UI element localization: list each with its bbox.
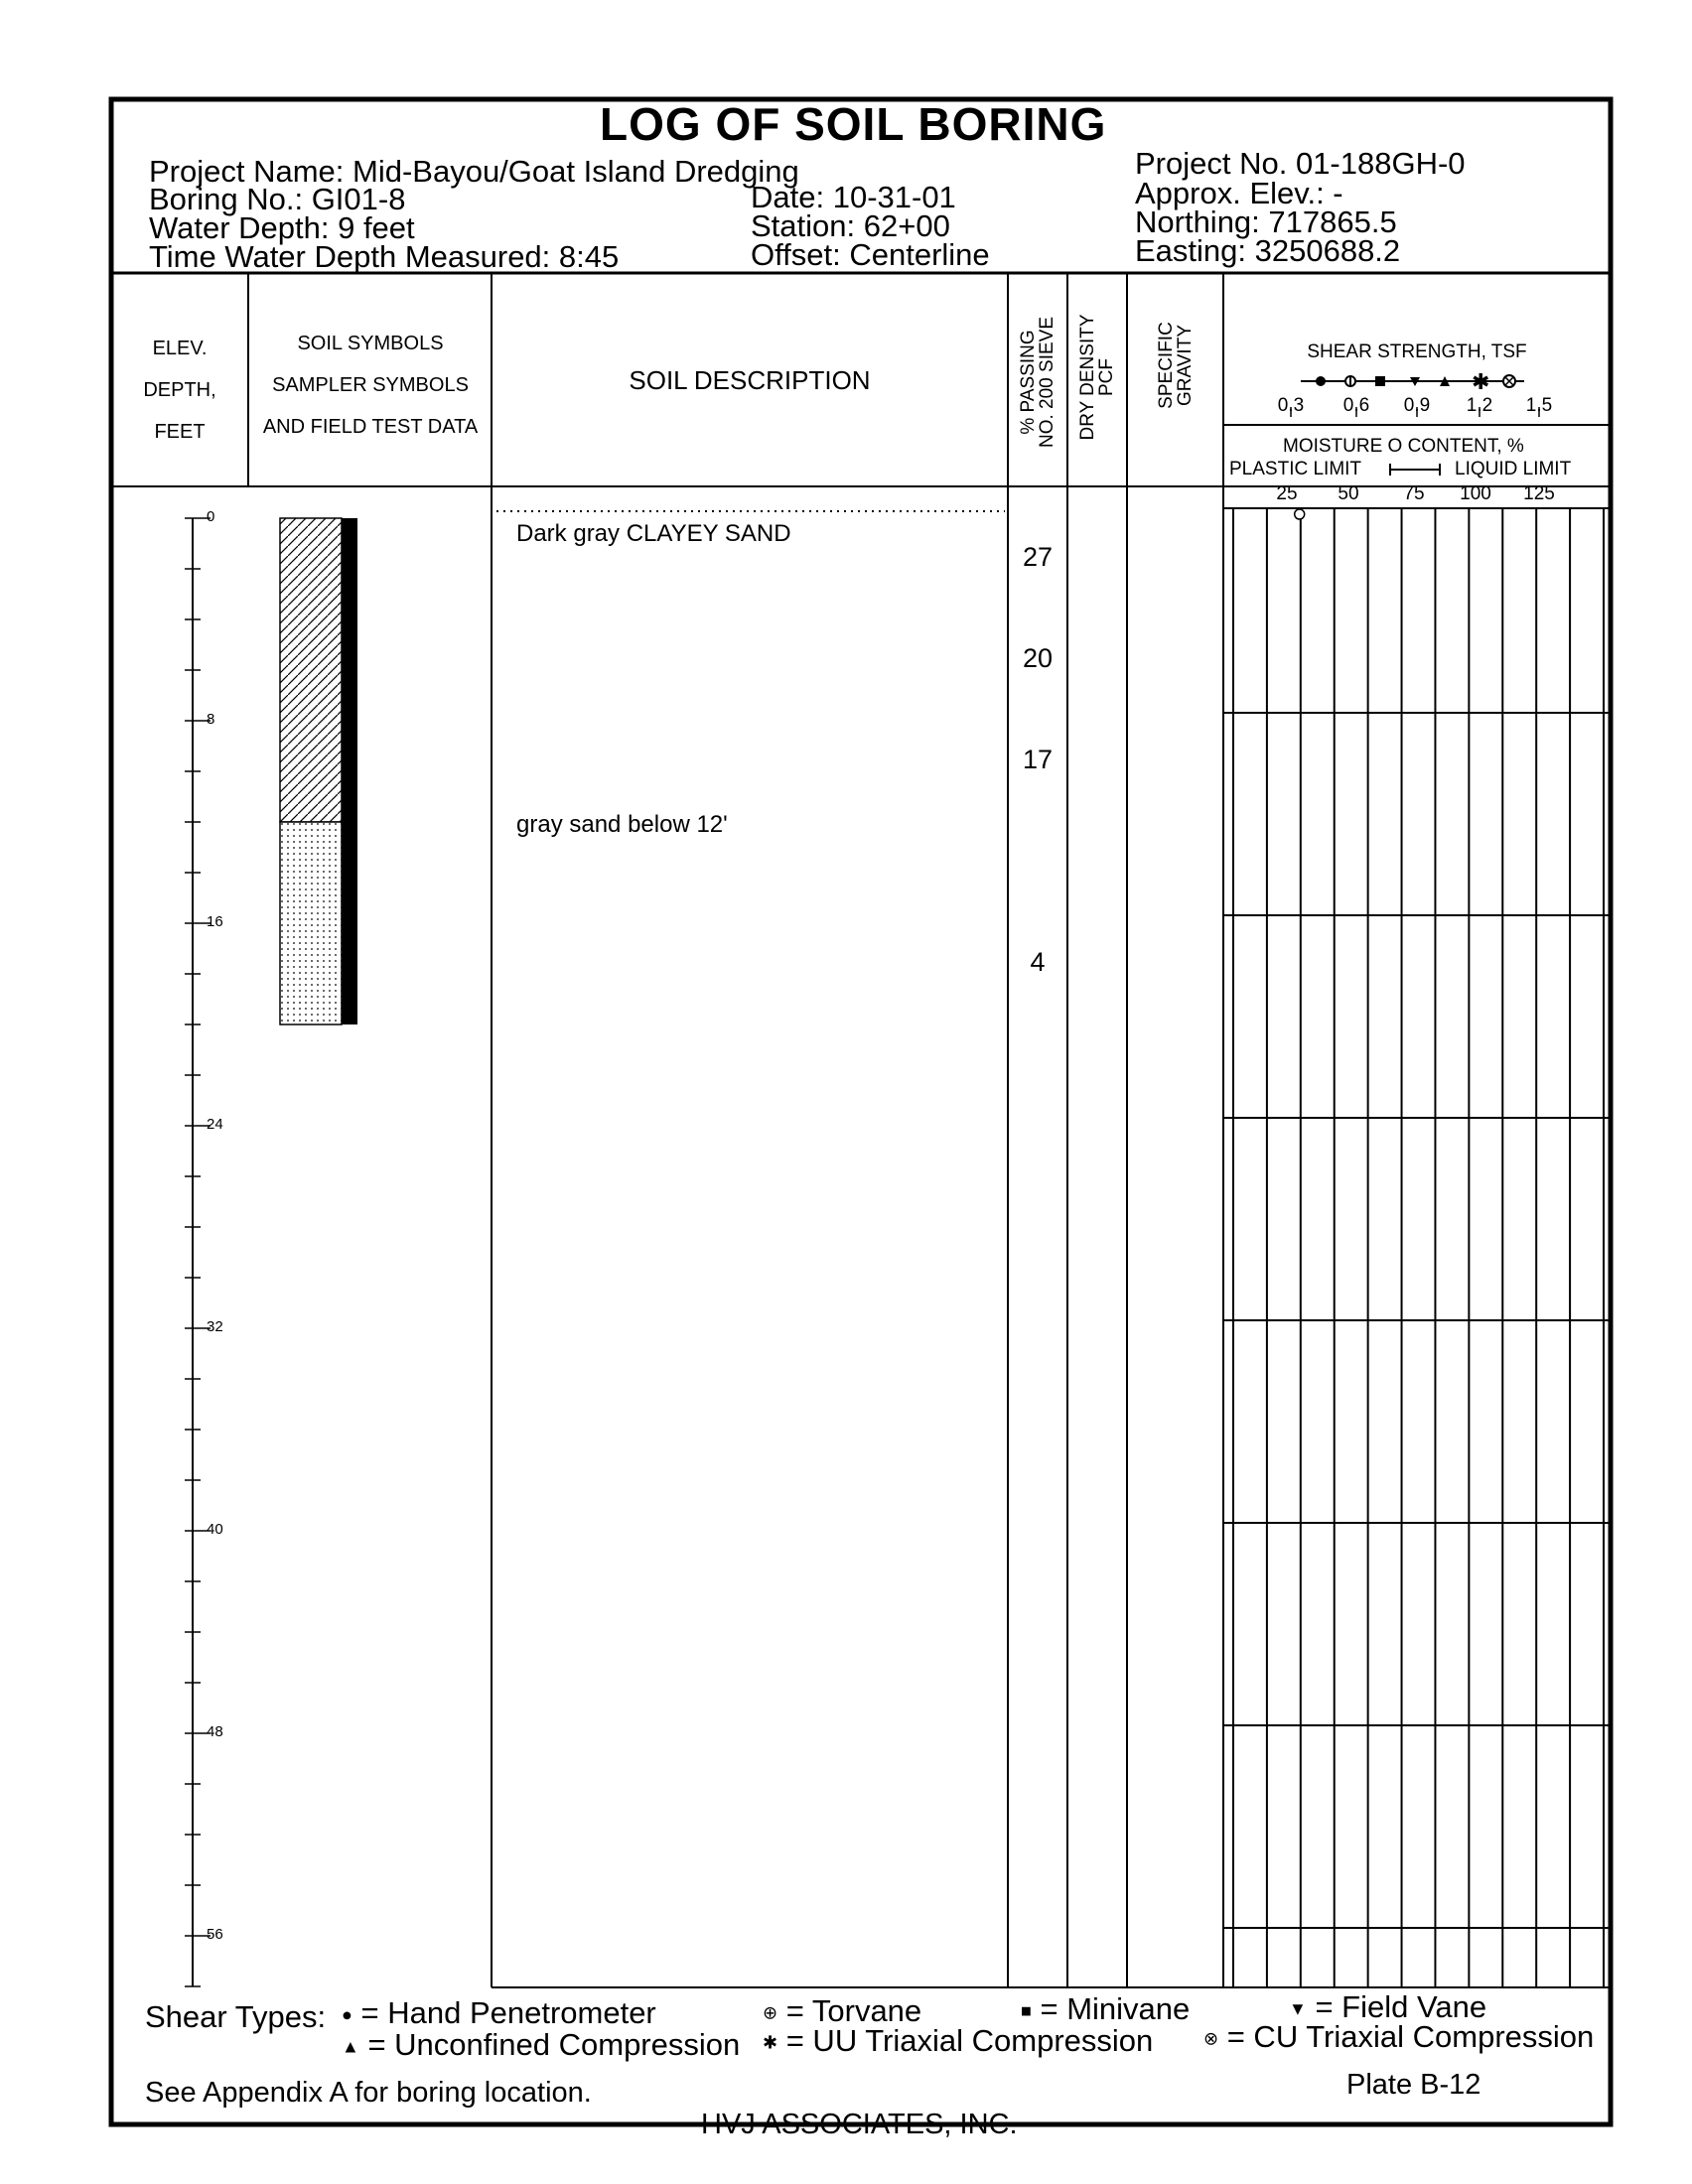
northing: Northing: 717865.5 [1135, 205, 1397, 239]
project-no: Project No. 01-188GH-0 [1135, 146, 1466, 181]
elev-header [115, 328, 244, 453]
unconfined-symbol: ▲ [342, 2036, 359, 2057]
moisture-tick-label: 25 [1276, 483, 1298, 504]
symbols-header-line: SOIL SYMBOLS [297, 333, 444, 354]
unconfined-label: = Unconfined Compression [367, 2027, 741, 2062]
uu-symbol: ✱ [763, 2032, 778, 2053]
stratum-dots [280, 822, 342, 1024]
boring-date: Date: 10-31-01 [751, 180, 956, 214]
moisture-grid [1223, 508, 1611, 1987]
density-header-line: PCF [1096, 358, 1117, 396]
density-header-line: DRY DENSITY [1077, 314, 1098, 441]
time-measured: Time Water Depth Measured: 8:45 [149, 239, 620, 274]
soil-description: Dark gray CLAYEY SAND [516, 519, 791, 547]
page-title: LOG OF SOIL BORING [600, 98, 1107, 150]
minivane-label: = Minivane [1040, 1991, 1191, 2026]
shear-legend-minivane-symbol [1375, 376, 1385, 386]
shear-legend-hand-symbol [1316, 376, 1326, 386]
shear-type-hand [342, 1995, 656, 2031]
shear-tick-label: 1.5 [1525, 395, 1553, 416]
shear-legend-uu-symbol: ✱ [1472, 369, 1490, 394]
shear-strength-title: SHEAR STRENGTH, TSF [1307, 341, 1527, 362]
shear-tick-label: 1.2 [1466, 395, 1493, 416]
easting: Easting: 3250688.2 [1135, 233, 1401, 268]
depth-label: 56 [207, 1926, 223, 1943]
minivane-symbol: ■ [1021, 2000, 1032, 2021]
soil-description: gray sand below 12' [516, 810, 728, 838]
shear-legend-cu-symbol [1503, 375, 1515, 387]
approx-elev: Approx. Elev.: - [1135, 176, 1343, 210]
appendix-note: See Appendix A for boring location. [145, 2077, 592, 2109]
moisture-tick-label: 125 [1523, 483, 1555, 504]
shear-tick-label: 0.3 [1277, 395, 1305, 416]
moisture-points [1295, 509, 1305, 519]
symbols-header-line: SAMPLER SYMBOLS [272, 374, 469, 396]
moisture-tick-label: 50 [1338, 483, 1359, 504]
elev-header-line: DEPTH, [143, 379, 216, 401]
gravity-header [1157, 322, 1195, 409]
symbols-header-line: AND FIELD TEST DATA [262, 416, 479, 438]
passing-header-line: % PASSING [1018, 330, 1039, 435]
gravity-header-line: GRAVITY [1175, 325, 1196, 406]
cu-label: = CU Triaxial Compression [1226, 2019, 1595, 2054]
moisture-tick-label: 100 [1460, 483, 1491, 504]
strata-column [280, 518, 357, 1024]
stratum-hatch [280, 518, 342, 822]
offset: Offset: Centerline [751, 237, 990, 272]
station: Station: 62+00 [751, 208, 950, 243]
description-header: SOIL DESCRIPTION [629, 365, 871, 395]
shear-type-minivane [1021, 1991, 1190, 2027]
gravity-header-line: SPECIFIC [1156, 322, 1177, 409]
sample-bar [342, 822, 357, 1024]
depth-label: 0 [207, 508, 215, 525]
plastic-limit-label: PLASTIC LIMIT [1229, 459, 1362, 479]
passing-value: 4 [1030, 947, 1046, 978]
hand-label: = Hand Penetrometer [360, 1995, 656, 2030]
boring-no: Boring No.: GI01-8 [149, 182, 406, 216]
depth-label: 24 [207, 1116, 223, 1133]
passing-header-line: NO. 200 SIEVE [1037, 316, 1058, 449]
passing-value: 20 [1022, 643, 1054, 674]
shear-type-uu [763, 2023, 1153, 2059]
shear-type-cu [1203, 2019, 1594, 2055]
plate-number: Plate B-12 [1346, 2069, 1481, 2101]
depth-label: 8 [207, 711, 215, 728]
torvane-symbol: ⊕ [763, 2002, 778, 2023]
elev-header-line: ELEV. [152, 338, 208, 359]
symbols-header [250, 323, 491, 448]
shear-type-unconfined [342, 2027, 740, 2063]
shear-tick-label: 0.6 [1342, 395, 1370, 416]
moisture-tick-label: 75 [1403, 483, 1425, 504]
density-header [1078, 314, 1116, 440]
hand-symbol: ● [342, 2004, 352, 2025]
shear-tick-label: 0.9 [1403, 395, 1431, 416]
depth-ruler [185, 518, 211, 1986]
company-name: HVJ ASSOCIATES, INC. [701, 2109, 1018, 2140]
cu-symbol: ⊗ [1203, 2028, 1219, 2049]
water-depth: Water Depth: 9 feet [149, 210, 415, 245]
depth-label: 16 [207, 913, 223, 930]
project-name: Project Name: Mid-Bayou/Goat Island Dredging [149, 154, 799, 189]
shear-legend-torvane-symbol [1345, 376, 1355, 386]
passing-header [1019, 317, 1057, 448]
uu-label: = UU Triaxial Compression [785, 2023, 1154, 2058]
depth-label: 32 [207, 1318, 223, 1335]
passing-value: 17 [1022, 745, 1054, 775]
elev-header-line: FEET [154, 421, 206, 443]
torvane-label: = Torvane [785, 1993, 922, 2028]
shear-types-label: Shear Types: [145, 1999, 327, 2034]
depth-label: 48 [207, 1723, 223, 1740]
moisture-title: MOISTURE O CONTENT, % [1283, 436, 1524, 457]
depth-label: 40 [207, 1521, 223, 1538]
moisture-point [1295, 509, 1305, 519]
sample-bar [342, 518, 357, 822]
fieldvane-symbol: ▼ [1289, 1998, 1307, 2019]
fieldvane-label: = Field Vane [1315, 1989, 1487, 2024]
passing-value: 27 [1022, 542, 1054, 573]
liquid-limit-label: LIQUID LIMIT [1455, 459, 1572, 479]
